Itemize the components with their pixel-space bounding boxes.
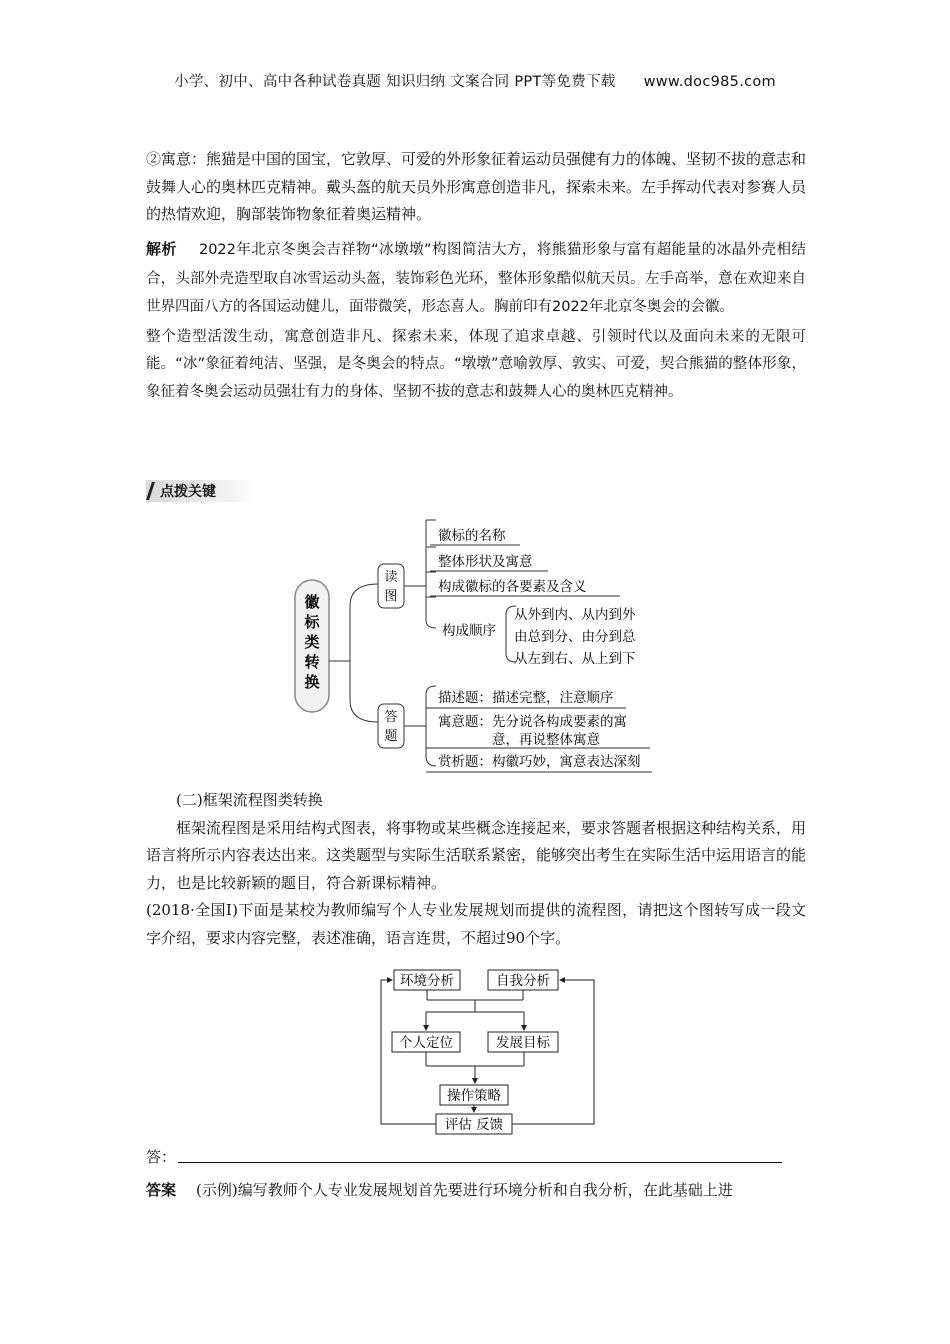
question-text: (2018·全国Ⅰ)下面是某校为教师编写个人专业发展规划而提供的流程图，请把这个图转写成一段文字介绍，要求内容完整，表述准确，语言连贯，不超过90个字。	[146, 901, 806, 947]
tip-title: 点拨关键	[160, 484, 216, 500]
answer-item: 描述题：描述完整，注意顺序	[438, 690, 614, 706]
answer-char: 答	[384, 710, 398, 725]
connector	[350, 584, 378, 722]
answer-label: 答案	[146, 1181, 177, 1199]
header-text: 小学、初中、高中各种试卷真题 知识归纳 文案合同 PPT等免费下载	[174, 74, 616, 90]
analysis-block	[146, 236, 806, 406]
answer-block	[146, 1177, 806, 1205]
root-char: 换	[304, 673, 320, 691]
answer-item: 寓意题：先分说各构成要素的寓	[438, 714, 627, 730]
answer-char: 题	[384, 729, 398, 744]
flow-env: 环境分析	[400, 973, 454, 989]
para1: ②寓意：熊猫是中国的国宝，它敦厚、可爱的外形象征着运动员强健有力的体魄、坚韧不拔的意志和鼓舞人心的奥林匹克精神。戴头盔的航天员外形寓意创造非凡，探索未来。左手挥动代表对参赛人员的热情欢迎，胸部装饰物象征着奥运精神。	[146, 150, 807, 223]
flowchart-diagram	[378, 966, 598, 1138]
root-char: 转	[304, 653, 320, 671]
root-char: 徽	[304, 593, 320, 611]
page-header	[0, 70, 950, 91]
mindmap-diagram	[290, 510, 670, 780]
flow-feedback: 评估 反馈	[444, 1117, 504, 1133]
answer-line[interactable]	[178, 1162, 782, 1163]
flow-strategy: 操作策略	[447, 1088, 501, 1104]
connector	[426, 520, 436, 628]
order-item: 从外到内、从内到外	[514, 607, 636, 623]
answer-item: 意，再说整体寓意	[492, 732, 600, 748]
analysis-text-1: 2022年北京冬奥会吉祥物“冰墩墩”构图简洁大方，将熊猫形象与富有超能量的冰晶外壳相结合，头部外壳造型取自冰雪运动头盔，装饰彩色光环，整体形象酷似航天员。左手高举，意在欢迎来自世界四面八方的各国运动健儿，面带微笑，形态喜人。胸前印有2022年北京冬奥会的会徽。	[146, 242, 806, 315]
section-title: (二)框架流程图类转换	[176, 791, 323, 809]
root-char: 类	[304, 633, 320, 651]
read-item: 构成徽标的各要素及含义	[438, 579, 587, 595]
order-item: 从左到右、从上到下	[514, 651, 636, 667]
order-label: 构成顺序	[442, 623, 496, 639]
analysis-label: 解析	[146, 240, 177, 258]
answer-item: 赏析题：构徽巧妙，寓意表达深刻	[438, 754, 641, 770]
read-char: 读	[384, 570, 398, 585]
header-url[interactable]: www.doc985.com	[643, 74, 776, 90]
answer-prompt-row	[146, 1144, 806, 1172]
section-body: 框架流程图是采用结构式图表，将事物或某些概念连接起来，要求答题者根据这种结构关系，用语言将所示内容表达出来。这类题型与实际生活联系紧密，能够突出考生在实际生活中运用语言的能力，也是比较新颖的题目，符合新课标精神。	[146, 818, 807, 892]
tip-heading	[146, 480, 256, 502]
read-item: 徽标的名称	[438, 528, 506, 544]
section-block	[146, 787, 806, 952]
answer-text: (示例)编写教师个人专业发展规划首先要进行环境分析和自我分析，在此基础上进	[196, 1181, 733, 1199]
read-item: 整体形状及寓意	[438, 554, 533, 570]
root-char: 标	[304, 613, 320, 631]
paragraph-meaning	[146, 146, 806, 229]
read-char: 图	[384, 589, 398, 604]
order-item: 由总到分、由分到总	[514, 629, 636, 645]
flow-self: 自我分析	[496, 973, 550, 989]
answer-prompt: 答：	[146, 1148, 177, 1166]
analysis-text-2: 整个造型活泼生动，寓意创造非凡、探索未来，体现了追求卓越、引领时代以及面向未来的无限可能。“冰”象征着纯洁、坚强，是冬奥会的特点。“墩墩”意喻敦厚、敦实、可爱，契合熊猫的整体形象，象征着冬奥会运动员强壮有力的身体、坚韧不拔的意志和鼓舞人心的奥林匹克精神。	[146, 328, 806, 400]
flow-goal: 发展目标	[496, 1035, 550, 1051]
flow-position: 个人定位	[399, 1035, 453, 1051]
connector	[426, 686, 436, 766]
